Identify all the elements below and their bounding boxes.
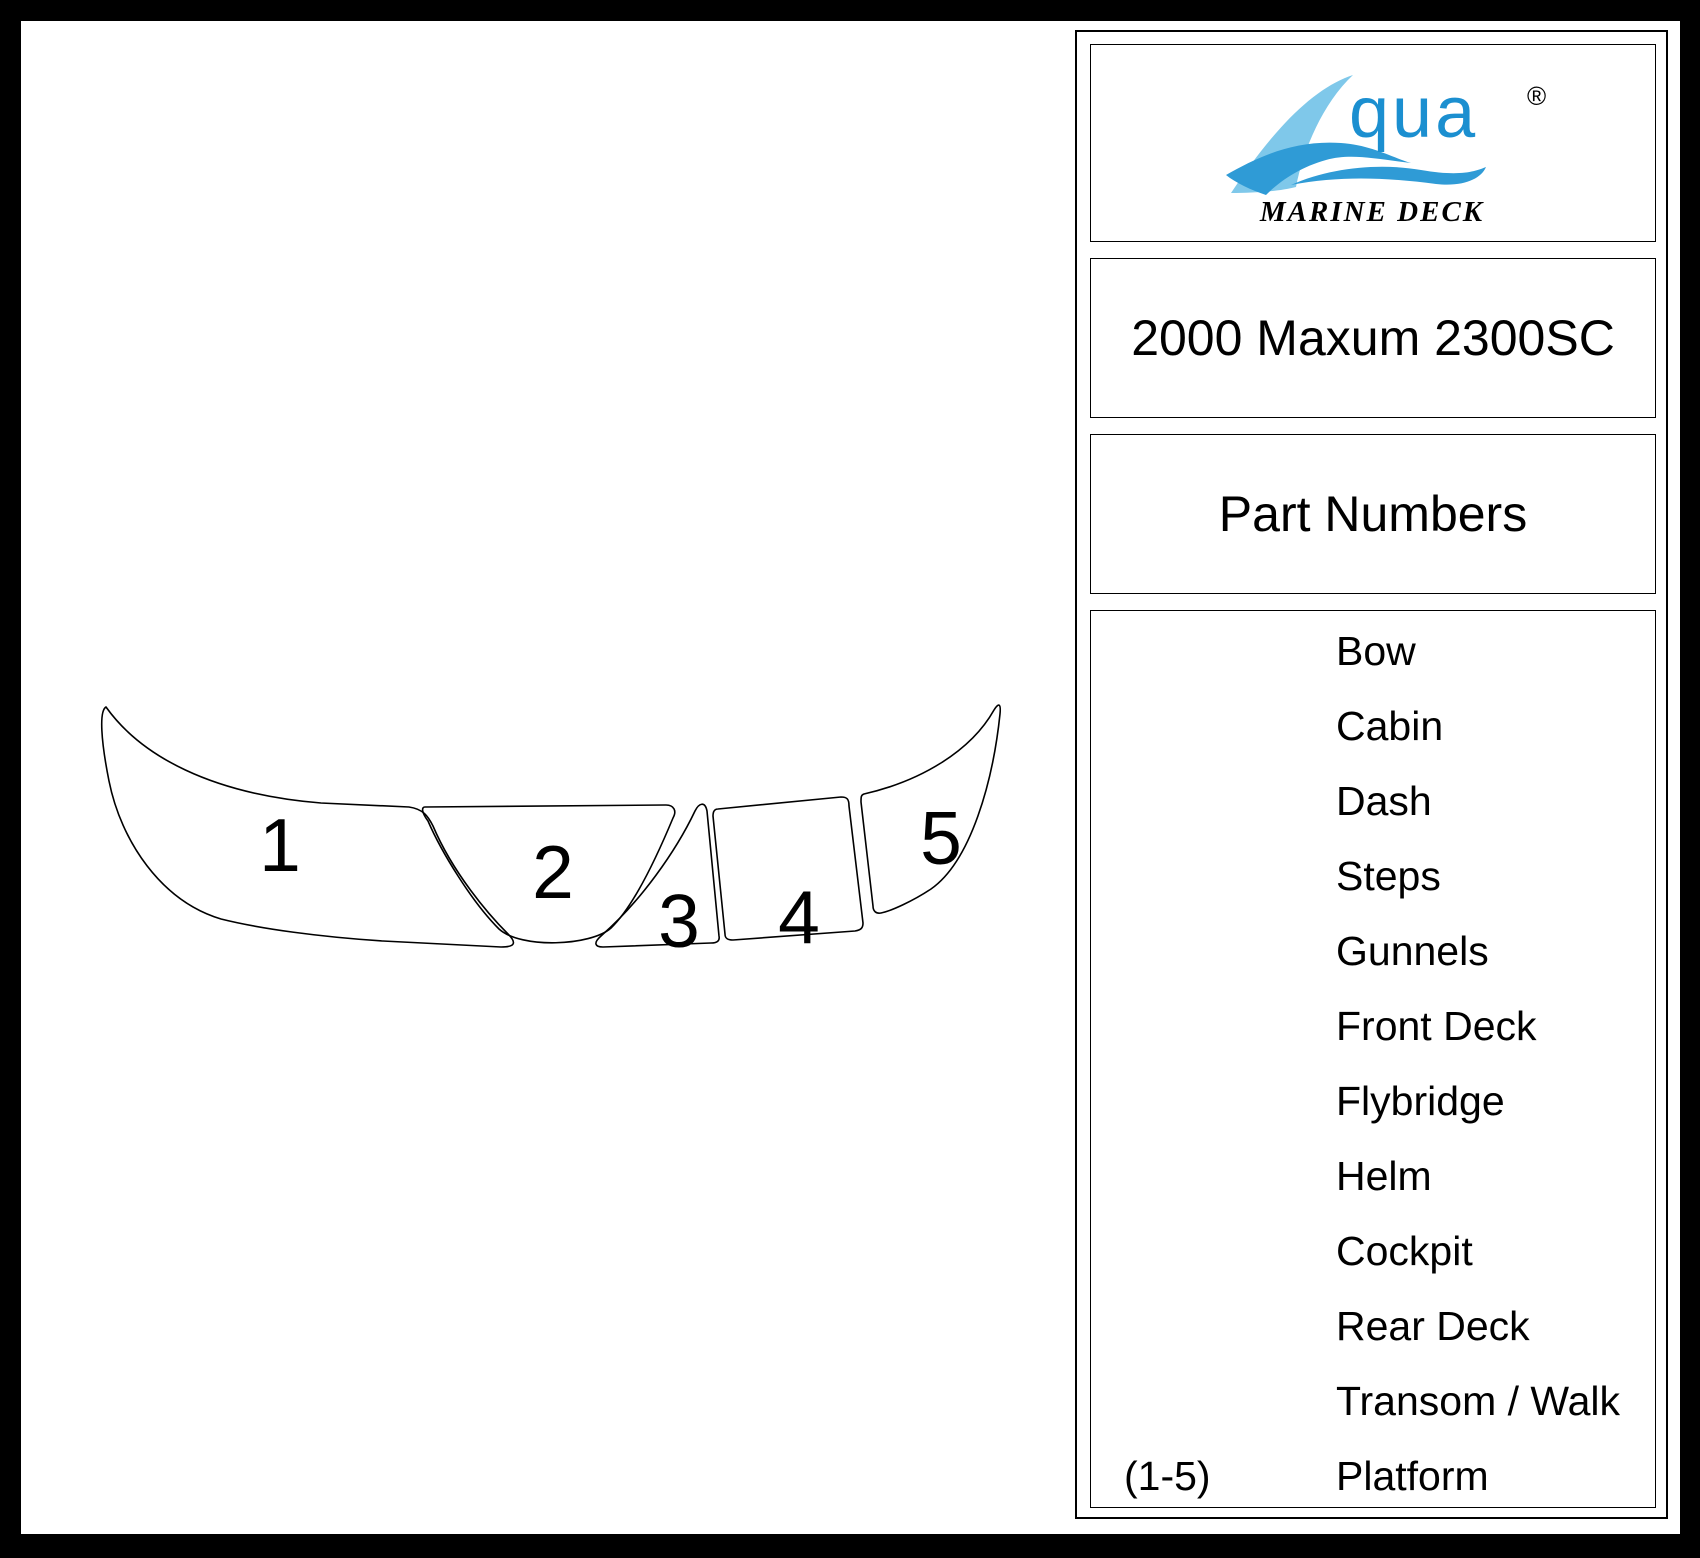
part-item-flybridge: Flybridge — [1336, 1078, 1505, 1124]
registered-mark: ® — [1527, 81, 1547, 111]
logo-brand-text: qua — [1349, 73, 1479, 153]
piece-label-2: 2 — [532, 830, 574, 914]
part-item-transom-walk: Transom / Walk — [1336, 1378, 1620, 1424]
part-item-cabin: Cabin — [1336, 703, 1444, 749]
part-numbers-heading: Part Numbers — [1218, 486, 1528, 542]
title-block — [1075, 30, 1668, 1519]
part-item-gunnels: Gunnels — [1336, 928, 1489, 974]
part-item-bow: Bow — [1336, 628, 1416, 674]
parts-list — [1090, 610, 1656, 1508]
part-item-platform: Platform — [1336, 1453, 1489, 1499]
wave-crest-shape — [1291, 167, 1486, 185]
part-item-cockpit: Cockpit — [1336, 1228, 1473, 1274]
boat-title: 2000 Maxum 2300SC — [1131, 310, 1615, 366]
part-item-rear-deck: Rear Deck — [1336, 1303, 1530, 1349]
aqua-logo — [1091, 45, 1654, 240]
part-range-label: (1-5) — [1124, 1453, 1211, 1499]
part-item-steps: Steps — [1336, 853, 1441, 899]
part-item-dash: Dash — [1336, 778, 1432, 824]
deck-piece-1 — [102, 707, 514, 947]
part-item-front-deck: Front Deck — [1336, 1003, 1537, 1049]
deck-diagram — [21, 21, 1081, 1534]
logo-tagline: MARINE DECK — [1259, 196, 1485, 228]
logo-box — [1090, 44, 1656, 242]
piece-label-1: 1 — [259, 803, 301, 887]
part-numbers-box — [1090, 434, 1656, 594]
piece-label-5: 5 — [920, 796, 962, 880]
title-box — [1090, 258, 1656, 418]
drawing-sheet — [21, 21, 1680, 1534]
part-item-helm: Helm — [1336, 1153, 1432, 1199]
piece-label-4: 4 — [778, 875, 820, 959]
piece-label-3: 3 — [658, 879, 700, 963]
